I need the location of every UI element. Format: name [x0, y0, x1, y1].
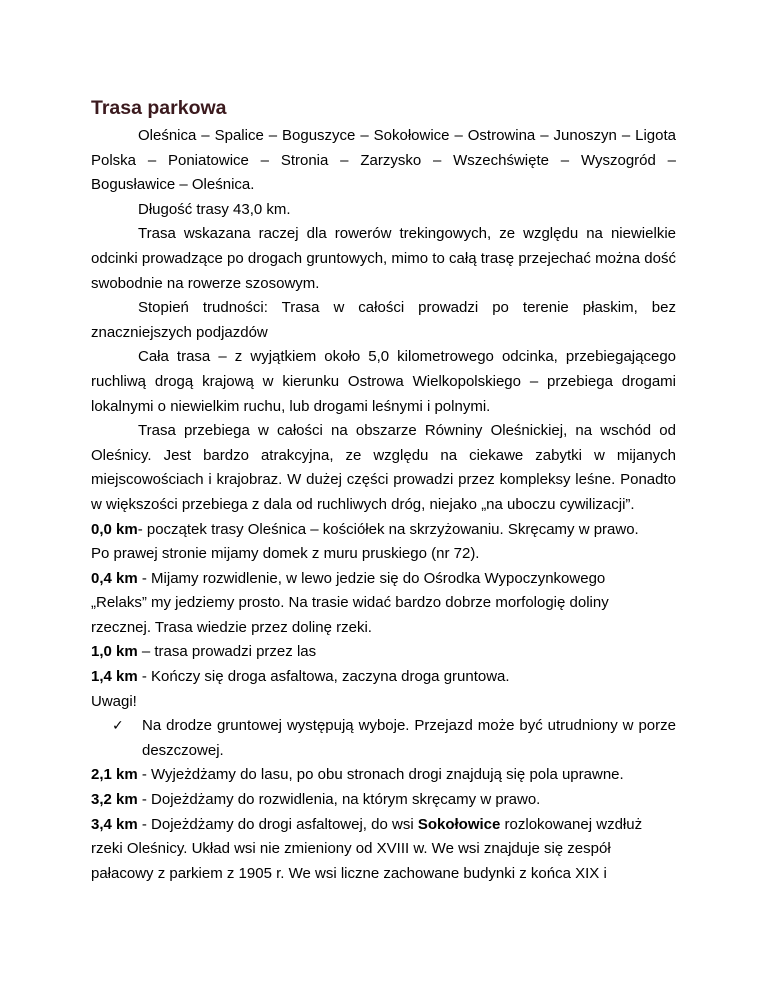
village-name: Sokołowice — [417, 815, 501, 833]
entry-14km — [91, 665, 676, 690]
entry-text: – trasa prowadzi przez las — [137, 643, 317, 661]
entry-04km-cont2: rzecznej. Trasa wiedzie przez dolinę rzeki. — [91, 618, 372, 636]
checkmark-icon: ✓ — [112, 718, 124, 735]
km-label: 1,0 km — [91, 643, 138, 661]
km-label: 3,2 km — [91, 791, 138, 809]
entry-34km-cont2: pałacowy z parkiem z 1905 r. We wsi liczne zachowane budynki z końca XIX i — [91, 864, 607, 882]
entry-text: - Dojeżdżamy do drogi asfaltowej, do wsi — [137, 815, 418, 833]
entry-04km — [91, 567, 676, 592]
whole-route-paragraph: Cała trasa – z wyjątkiem około 5,0 kilometrowego odcinka, przebiegającego ruchliwą drogą krajową w kierunku Ostrowa Wielkopolskiego – przebiega drogami lokalnymi o niewielkim ruchu, lub drogami leśnymi i polnymi. — [91, 348, 676, 415]
difficulty-paragraph: Stopień trudności: Trasa w całości prowadzi po terenie płaskim, bez znaczniejszych podjazdów — [91, 299, 676, 341]
entry-10km — [91, 640, 676, 665]
note-text: Na drodze gruntowej występują wyboje. Przejazd może być utrudniony w porze deszczowej. — [142, 717, 676, 759]
entry-0km — [91, 518, 676, 543]
notes-label: Uwagi! — [91, 692, 137, 710]
entry-text: - Dojeżdżamy do rozwidlenia, na którym skręcamy w prawo. — [137, 791, 541, 809]
km-label: 3,4 km — [91, 815, 138, 833]
description-paragraph: Trasa przebiega w całości na obszarze Równiny Oleśnickiej, na wschód od Oleśnicy. Jest bardzo atrakcyjna, ze względu na ciekawe zabytki w mijanych miejscowościach i krajobraz. W dużej części prowadzi przez kompleksy leśne. Ponadto w większości przebiega z dala od ruchliwych dróg, niejako „na uboczu cywilizacji”. — [91, 422, 676, 513]
document-page — [91, 92, 676, 886]
km-label: 0,0 km — [91, 520, 138, 538]
km-label: 1,4 km — [91, 668, 138, 686]
entry-text: rozlokowanej wzdłuż — [500, 815, 643, 833]
entry-text: - Wyjeżdżamy do lasu, po obu stronach drogi znajdują się pola uprawne. — [137, 766, 624, 784]
km-label: 2,1 km — [91, 766, 138, 784]
route-paragraph: Oleśnica – Spalice – Boguszyce – Sokołowice – Ostrowina – Junoszyn – Ligota Polska – Poniatowice – Stronia – Zarzysko – Wszechświęte – Wyszogród – Bogusławice – Oleśnica. — [91, 127, 676, 194]
entry-text: - początek trasy Oleśnica – kościółek na skrzyżowaniu. Skręcamy w prawo. — [137, 520, 639, 538]
entry-0km-cont: Po prawej stronie mijamy domek z muru pruskiego (nr 72). — [91, 545, 480, 563]
km-label: 0,4 km — [91, 569, 138, 587]
page-title: Trasa parkowa — [91, 97, 227, 119]
entry-21km — [91, 763, 676, 788]
entry-34km-cont: rzeki Oleśnicy. Układ wsi nie zmieniony od XVIII w. We wsi znajduje się zespół — [91, 840, 611, 858]
entry-34km — [91, 813, 676, 838]
entry-32km — [91, 788, 676, 813]
entry-text: - Mijamy rozwidlenie, w lewo jedzie się do Ośrodka Wypoczynkowego — [137, 569, 606, 587]
note-list-item — [91, 714, 676, 763]
entry-text: - Kończy się droga asfaltowa, zaczyna droga gruntowa. — [137, 668, 510, 686]
entry-04km-cont: „Relaks” my jedziemy prosto. Na trasie widać bardzo dobrze morfologię doliny — [91, 594, 609, 612]
length-paragraph: Długość trasy 43,0 km. — [138, 200, 291, 218]
recommendation-paragraph: Trasa wskazana raczej dla rowerów trekingowych, ze względu na niewielkie odcinki prowadzące po drogach gruntowych, mimo to całą trasę przejechać można dość swobodnie na rowerze szosowym. — [91, 225, 676, 292]
